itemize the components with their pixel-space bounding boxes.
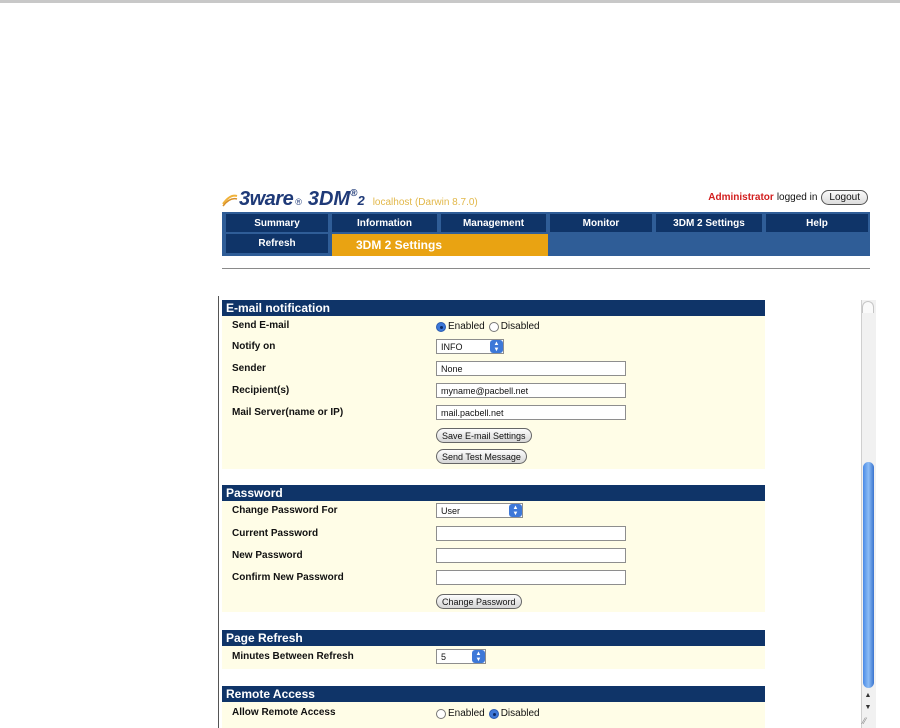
new-password-input[interactable] (436, 548, 626, 563)
main-nav (222, 212, 870, 234)
remote-section (222, 702, 765, 728)
change-for-row (222, 501, 765, 523)
updown-arrows-icon: ▲ ▼ (490, 340, 503, 353)
resize-grip-icon[interactable]: ⁄⁄ (863, 716, 867, 726)
sub-nav (222, 234, 870, 256)
allow-remote-radio-group (436, 708, 544, 719)
sender-row (222, 359, 765, 381)
current-password-row (222, 524, 765, 546)
change-for-value: User (441, 505, 461, 516)
send-email-disabled-radio[interactable] (489, 322, 499, 332)
recipients-input[interactable]: myname@pacbell.net (436, 383, 626, 398)
minutes-row (222, 647, 765, 669)
scroll-down-arrow-icon[interactable]: ▼ (864, 704, 872, 711)
change-password-row (222, 592, 765, 614)
notify-value: INFO (441, 341, 463, 352)
divider (222, 268, 870, 269)
swoosh-logo-icon (222, 192, 238, 208)
confirm-password-label: Confirm New Password (232, 572, 344, 583)
change-for-select[interactable] (436, 503, 523, 518)
logout-button[interactable]: Logout (821, 190, 868, 205)
refresh-button[interactable]: Refresh (226, 234, 328, 253)
send-test-message-button[interactable]: Send Test Message (436, 449, 527, 464)
logged-in-text: logged in (776, 192, 818, 203)
content-left-edge (218, 296, 219, 728)
mail-server-label: Mail Server(name or IP) (232, 407, 344, 418)
send-email-row (222, 316, 765, 338)
test-message-row (222, 447, 765, 469)
logo-brand: 3ware (239, 188, 294, 210)
password-section (222, 501, 765, 612)
disabled-label: Disabled (500, 321, 540, 332)
tab-3dm2-settings[interactable]: 3DM 2 Settings (656, 214, 762, 232)
login-status (708, 190, 868, 205)
refresh-section (222, 646, 765, 669)
enabled-label: Enabled (448, 321, 485, 332)
remote-enabled-radio[interactable] (436, 709, 446, 719)
email-section-title: E-mail notification (222, 300, 765, 316)
sender-input[interactable]: None (436, 361, 626, 376)
minutes-value: 5 (441, 651, 447, 662)
mail-server-row (222, 403, 765, 425)
tab-monitor[interactable]: Monitor (550, 214, 652, 232)
minutes-label: Minutes Between Refresh (232, 651, 354, 662)
send-email-radio-group (436, 321, 544, 332)
save-email-settings-button[interactable]: Save E-mail Settings (436, 428, 532, 443)
refresh-section-title: Page Refresh (222, 630, 765, 646)
current-password-label: Current Password (232, 528, 319, 539)
minutes-select[interactable] (436, 649, 486, 664)
send-email-label: Send E-mail (232, 320, 290, 331)
scrollbar-top-cap (862, 301, 874, 313)
logo (222, 188, 478, 210)
tab-management[interactable]: Management (441, 214, 546, 232)
current-page-tab: 3DM 2 Settings (332, 234, 548, 256)
allow-remote-label: Allow Remote Access (232, 707, 336, 718)
remote-disabled-radio[interactable] (489, 709, 499, 719)
app-header (222, 186, 870, 212)
notify-row (222, 337, 765, 359)
current-password-input[interactable] (436, 526, 626, 541)
confirm-password-row (222, 568, 765, 590)
sender-label: Sender (232, 363, 266, 374)
new-password-row (222, 546, 765, 568)
top-border (0, 0, 900, 3)
notify-label: Notify on (232, 341, 276, 352)
remote-enabled-label: Enabled (448, 708, 485, 719)
logo-version: 2 (357, 193, 365, 208)
change-for-label: Change Password For (232, 505, 338, 516)
recipients-row (222, 381, 765, 403)
mail-server-input[interactable]: mail.pacbell.net (436, 405, 626, 420)
user-name: Administrator (708, 192, 774, 203)
tab-summary[interactable]: Summary (226, 214, 328, 232)
save-email-row (222, 426, 765, 448)
allow-remote-row (222, 703, 765, 725)
updown-arrows-icon: ▲ ▼ (472, 650, 485, 663)
logo-product: 3DM (307, 188, 351, 210)
logo-registered-mark: ® (295, 197, 302, 207)
recipients-label: Recipient(s) (232, 385, 290, 396)
logo-product-mark: ® (350, 188, 358, 199)
tab-information[interactable]: Information (332, 214, 437, 232)
new-password-label: New Password (232, 550, 303, 561)
host-info: localhost (Darwin 8.7.0) (372, 197, 478, 208)
email-section (222, 316, 765, 469)
scrollbar-thumb[interactable] (863, 462, 874, 688)
password-section-title: Password (222, 485, 765, 501)
notify-select[interactable] (436, 339, 504, 354)
remote-section-title: Remote Access (222, 686, 765, 702)
scroll-up-arrow-icon[interactable]: ▲ (864, 692, 872, 699)
tab-help[interactable]: Help (766, 214, 868, 232)
updown-arrows-icon: ▲ ▼ (509, 504, 522, 517)
change-password-button[interactable]: Change Password (436, 594, 522, 609)
send-email-enabled-radio[interactable] (436, 322, 446, 332)
confirm-password-input[interactable] (436, 570, 626, 585)
remote-disabled-label: Disabled (500, 708, 540, 719)
